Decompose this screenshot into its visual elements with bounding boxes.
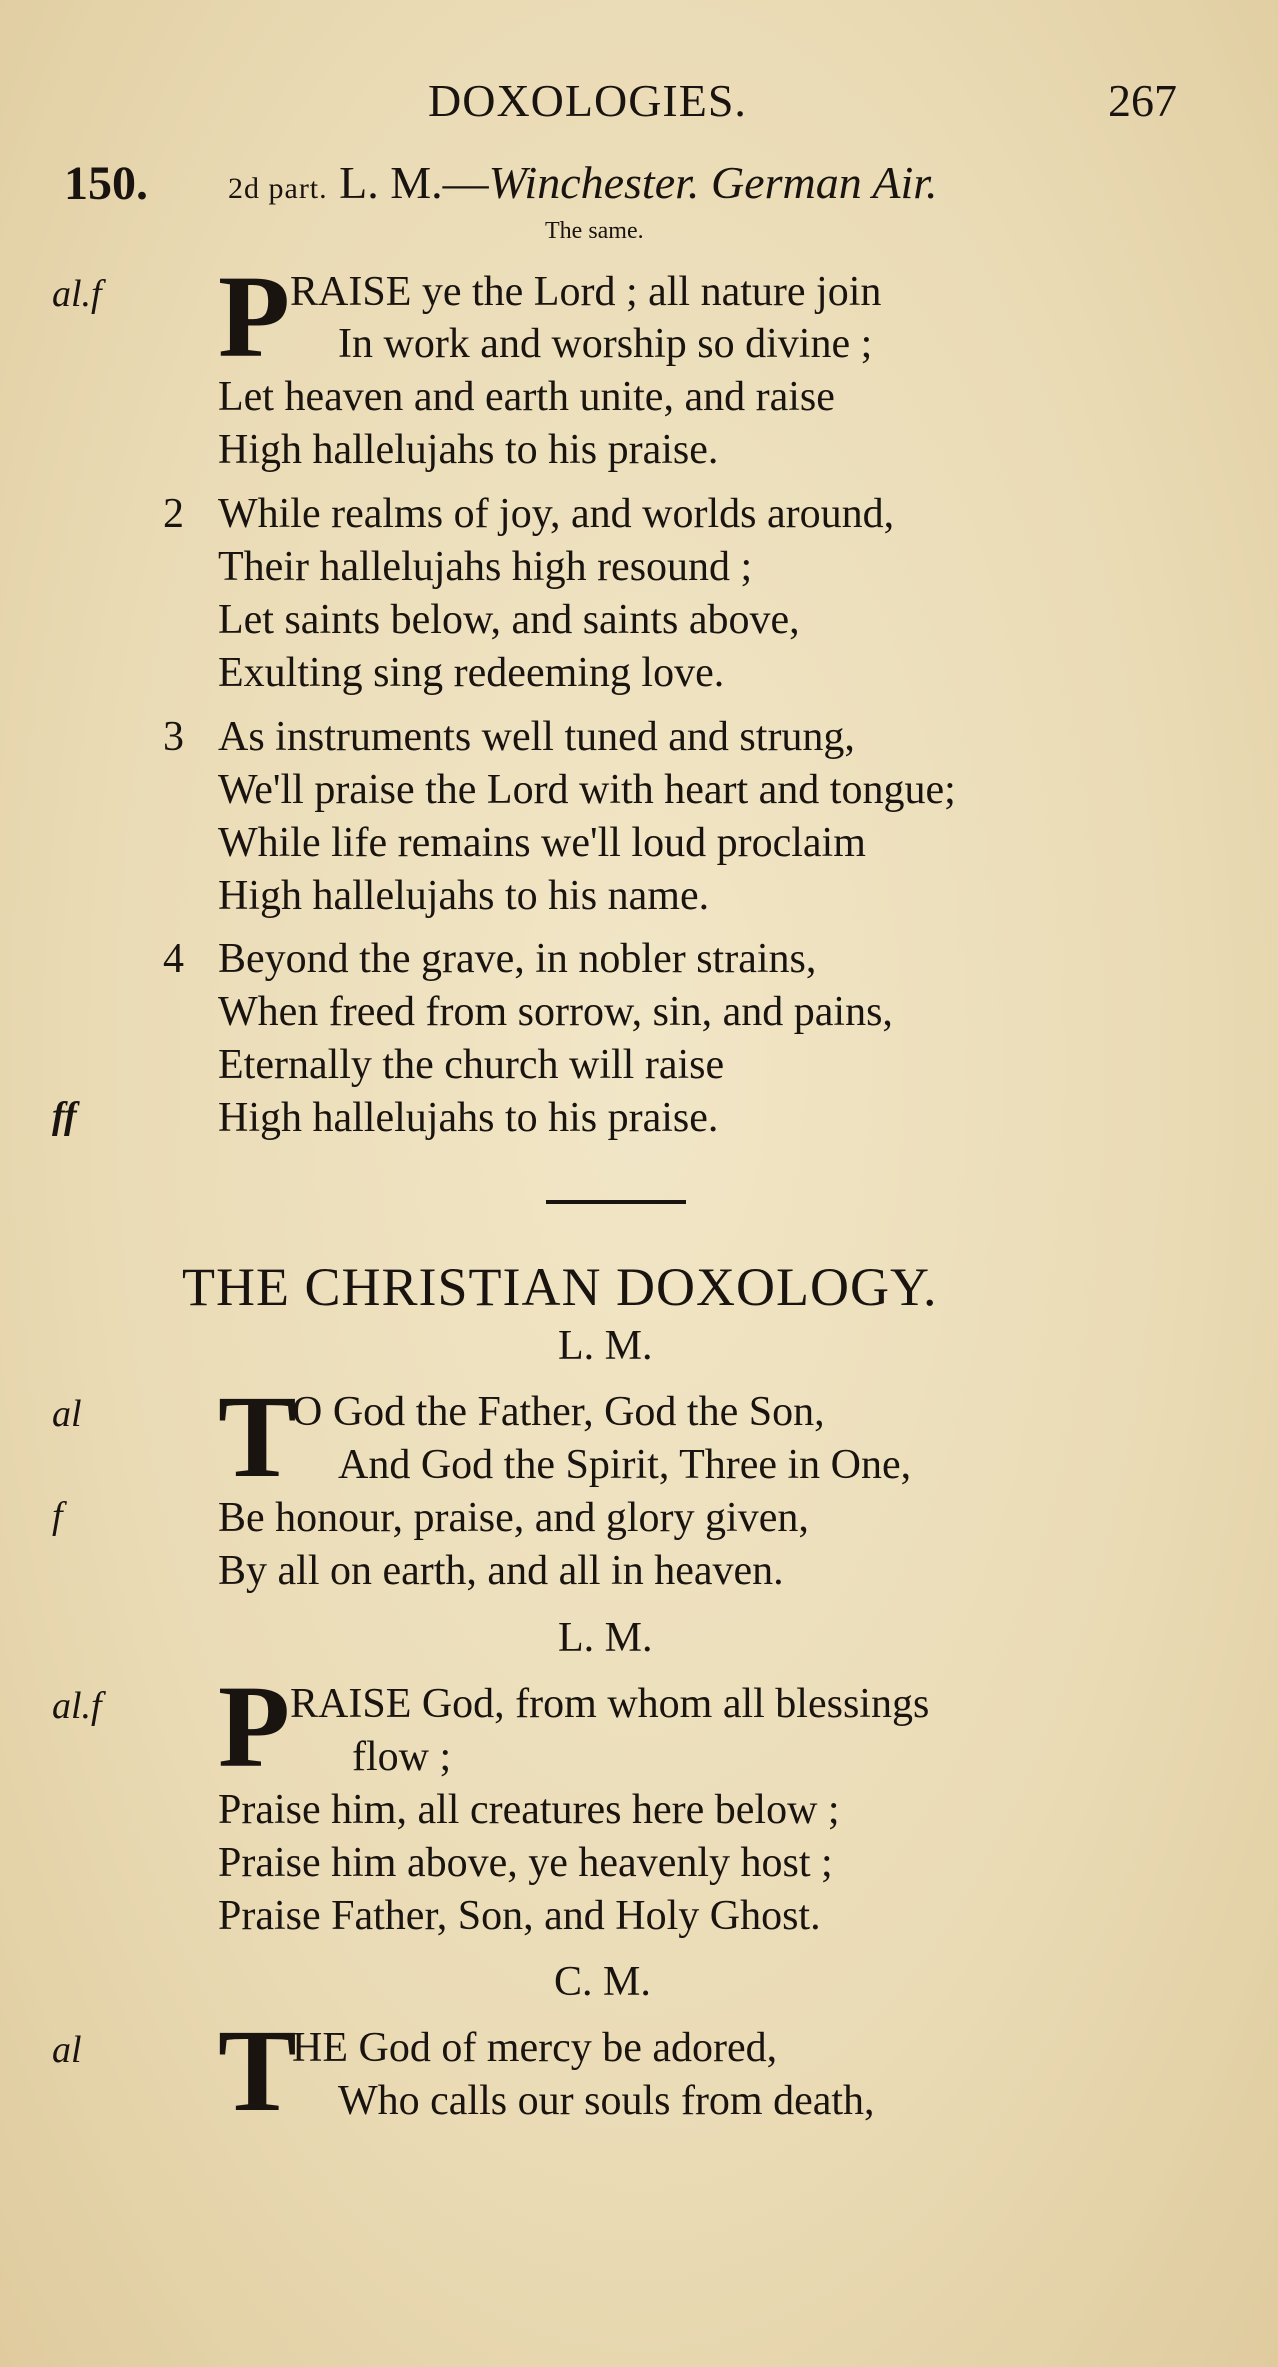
verse-line: While realms of joy, and worlds around,	[218, 491, 895, 537]
drop-capital: P	[218, 1661, 291, 1792]
verse-line: High hallelujahs to his praise.	[218, 427, 719, 473]
section-divider	[546, 1200, 686, 1204]
verse-line: And God the Spirit, Three in One,	[338, 1442, 912, 1488]
dynamic-marking: al	[52, 2029, 82, 2071]
drop-capital: T	[218, 2005, 297, 2136]
verse-line: When freed from sorrow, sin, and pains,	[218, 989, 893, 1035]
verse-line: High hallelujahs to his name.	[218, 873, 710, 919]
verse-line: Exulting sing redeeming love.	[218, 650, 725, 696]
meter-heading: L. M.	[558, 1323, 653, 1369]
running-head: DOXOLOGIES.	[428, 75, 747, 126]
dynamic-marking: ff	[52, 1095, 77, 1137]
verse-line: Be honour, praise, and glory given,	[218, 1495, 809, 1541]
hymn-tune-alt: German Air.	[710, 157, 938, 208]
verse-line: Eternally the church will raise	[218, 1042, 725, 1088]
hymn-meter: L. M.—	[339, 157, 489, 208]
verse-number: 4	[163, 936, 184, 982]
verse-line: Beyond the grave, in nobler strains,	[218, 936, 817, 982]
verse-line: High hallelujahs to his praise.	[218, 1095, 719, 1141]
hymn-tune: Winchester.	[488, 157, 700, 208]
section-title: THE CHRISTIAN DOXOLOGY.	[182, 1257, 938, 1317]
verse-line: O God the Father, God the Son,	[292, 1389, 825, 1435]
verse-line: As instruments well tuned and strung,	[218, 714, 855, 760]
verse-line: We'll praise the Lord with heart and tongue;	[218, 767, 956, 813]
hymn-part: 2d part.	[228, 172, 328, 205]
verse-line: In work and worship so divine ;	[338, 321, 873, 367]
hymn-heading	[228, 156, 938, 209]
meter-heading: L. M.	[558, 1615, 653, 1661]
verse-line: While life remains we'll loud proclaim	[218, 820, 866, 866]
meter-heading: C. M.	[554, 1959, 651, 2005]
verse-line: Let saints below, and saints above,	[218, 597, 800, 643]
verse-number: 2	[163, 491, 184, 537]
verse-line: flow ;	[352, 1734, 452, 1780]
verse-line: Praise him, all creatures here below ;	[218, 1787, 840, 1833]
dynamic-marking: al.f	[52, 273, 102, 315]
verse-line: RAISE God, from whom all blessings	[290, 1681, 930, 1727]
verse-line: HE God of mercy be adored,	[292, 2025, 778, 2071]
verse-line: Praise him above, ye heavenly host ;	[218, 1840, 833, 1886]
verse-number: 3	[163, 714, 184, 760]
hymn-number: 150.	[64, 157, 148, 210]
dynamic-marking: f	[52, 1495, 63, 1537]
verse-line: Who calls our souls from death,	[338, 2078, 875, 2124]
dynamic-marking: al	[52, 1393, 82, 1435]
tune-note: The same.	[545, 218, 644, 244]
drop-capital: T	[218, 1371, 297, 1502]
verse-line: By all on earth, and all in heaven.	[218, 1548, 784, 1594]
drop-capital: P	[218, 251, 291, 382]
verse-line: Their hallelujahs high resound ;	[218, 544, 753, 590]
verse-line: Let heaven and earth unite, and raise	[218, 374, 835, 420]
dynamic-marking: al.f	[52, 1685, 102, 1727]
verse-line: RAISE ye the Lord ; all nature join	[290, 269, 882, 315]
verse-line: Praise Father, Son, and Holy Ghost.	[218, 1893, 821, 1939]
page-number: 267	[1108, 75, 1177, 126]
